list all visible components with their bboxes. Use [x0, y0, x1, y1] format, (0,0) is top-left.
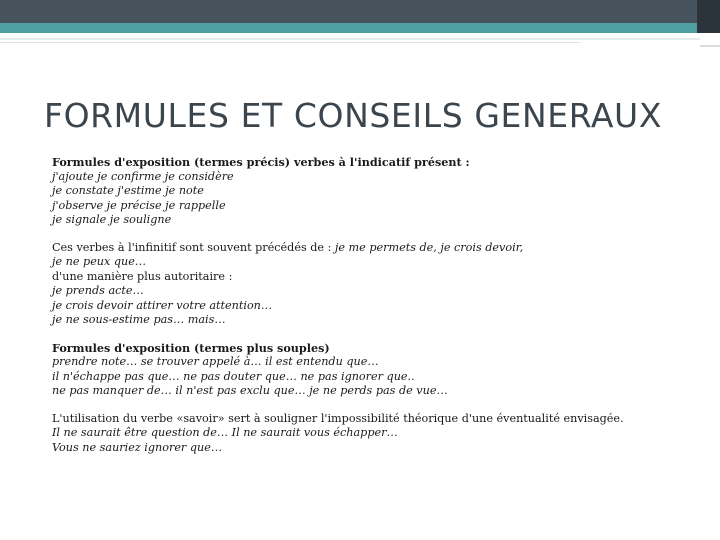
phrase-line: je prends acte…	[52, 284, 144, 297]
slide-title: FORMULES ET CONSEILS GENERAUX	[44, 96, 663, 135]
verb-line: j'ajoute je confirme je considère	[52, 169, 234, 183]
phrase-line: prendre note… se trouver appelé à… il est entendu que…	[52, 355, 379, 368]
block-intro: L'utilisation du verbe «savoir» sert à souligner l'impossibilité théorique d'une éventualité envisagée.	[52, 411, 624, 425]
verb-line: je signale je souligne	[52, 213, 172, 226]
top-corner-block	[697, 0, 720, 33]
block-precise-terms	[52, 155, 692, 228]
intro-examples: je me permets de, je crois devoir,	[334, 240, 524, 254]
phrase-line: d'une manière plus autoritaire :	[52, 269, 233, 283]
block-heading: Formules d'exposition (termes plus souples)	[52, 340, 330, 355]
block-heading: Formules d'exposition (termes précis) verbes à l'indicatif présent :	[52, 155, 470, 169]
intro-text: Ces verbes à l'infinitif sont souvent précédés de :	[52, 240, 335, 254]
top-bar	[0, 0, 720, 23]
verb-line: j'observe je précise je rappelle	[52, 198, 226, 212]
decorative-rule-secondary	[0, 42, 580, 43]
phrase-line: Vous ne sauriez ignorer que…	[52, 440, 223, 454]
top-accent-bar	[0, 23, 720, 33]
block-infinitive	[52, 241, 692, 328]
verb-line: je constate j'estime je note	[52, 184, 204, 197]
decorative-rule	[0, 38, 700, 40]
phrase-line: je ne sous-estime pas… mais…	[52, 313, 226, 326]
block-intro	[52, 241, 692, 256]
slide-body	[52, 155, 692, 468]
phrase-line: je crois devoir attirer votre attention…	[52, 298, 273, 312]
phrase-line: ne pas manquer de… il n'est pas exclu que… je ne perds pas de vue…	[52, 384, 448, 397]
decorative-rule-right	[700, 45, 720, 47]
phrase-line: Il ne saurait être question de… Il ne saurait vous échapper…	[52, 426, 398, 439]
phrase-line: je ne peux que…	[52, 255, 147, 268]
block-savoir	[52, 412, 692, 456]
phrase-line: il n'échappe pas que… ne pas douter que… ne pas ignorer que..	[52, 369, 415, 383]
block-soft-terms	[52, 341, 692, 399]
